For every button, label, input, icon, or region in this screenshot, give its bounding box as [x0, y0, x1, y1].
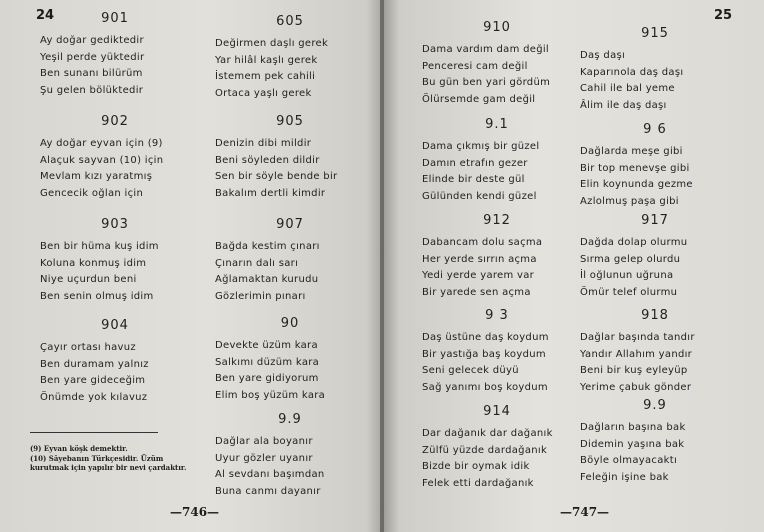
- poem-number: 901: [101, 11, 129, 26]
- poem-number: 605: [276, 14, 304, 29]
- verse-line: Sağ yanımı boş koydum: [422, 381, 548, 393]
- verse-line: Ortaca yaşlı gerek: [215, 87, 312, 99]
- verse-line: Salkımı düzüm kara: [215, 356, 320, 368]
- poem-903: [40, 217, 190, 305]
- verse-line: Mevlam kızı yaratmış: [40, 171, 153, 182]
- verse-line: Dağlar ala boyanır: [215, 436, 313, 447]
- verse-line: Alaçuk sayvan (10) için: [40, 154, 164, 166]
- poem-902: [40, 114, 190, 202]
- verse-line: Sırma gelep olurdu: [580, 253, 681, 265]
- verse-line: Çayır ortası havuz: [40, 342, 136, 353]
- footnote: (10) Sâyebanın Türkçesidir. Üzüm kurutmak için yapılır bir nevi çardaktır.: [30, 453, 187, 472]
- poem-910: [422, 20, 572, 108]
- verse-line: Buna canmı dayanır: [215, 485, 321, 497]
- poem-number: 9.9: [643, 398, 667, 413]
- verse-line: Azlolmuş paşa gibi: [580, 195, 679, 207]
- poem-number: 904: [101, 318, 129, 333]
- poem-917: [580, 213, 730, 301]
- poem-901: [40, 11, 190, 99]
- poem-907: [215, 217, 365, 305]
- poem-number: 905: [276, 114, 304, 129]
- verse-line: Değirmen daşlı gerek: [215, 38, 329, 49]
- verse-line: Ölürsemde gam değil: [422, 93, 536, 105]
- footnote-rule: [30, 432, 158, 433]
- poem-number: 912: [483, 213, 511, 228]
- verse-line: Dama vardım dam değil: [422, 44, 550, 55]
- verse-line: Dar dağanık dar dağanık: [422, 428, 553, 439]
- verse-line: Denizin dibi mildir: [215, 138, 312, 149]
- verse-line: Dağların başına bak: [580, 422, 686, 433]
- verse-line: Bir top menevşe gibi: [580, 162, 690, 174]
- verse-line: Damın etrafın gezer: [422, 157, 528, 169]
- poem-904: [40, 318, 190, 406]
- verse-line: Ay doğar eyvan için (9): [40, 138, 163, 149]
- poem-914: [422, 404, 572, 492]
- poem-number: 907: [276, 217, 304, 232]
- verse-line: Dağda dolap olurmu: [580, 237, 688, 248]
- verse-line: Âlim ile daş daşı: [580, 99, 667, 111]
- verse-line: Feleğin işine bak: [580, 471, 669, 483]
- poem-number: 90: [280, 316, 300, 331]
- page-folio: —746—: [170, 505, 220, 519]
- verse-line: Bir yarede sen açma: [422, 286, 531, 298]
- verse-line: Gencecik oğlan için: [40, 187, 144, 199]
- verse-line: Yandır Allahım yandır: [580, 348, 693, 360]
- page-folio: —747—: [560, 505, 610, 519]
- verse-line: Gülünden kendi güzel: [422, 190, 537, 202]
- poem-number: 9 6: [643, 122, 667, 137]
- verse-line: Daş daşı: [580, 50, 626, 61]
- page-number: 24: [36, 8, 55, 23]
- verse-line: Çınarın dalı sarı: [215, 257, 299, 269]
- poem-918: [580, 308, 730, 396]
- poem-number: 915: [641, 26, 669, 41]
- verse-line: Bağda kestim çınarı: [215, 241, 320, 252]
- verse-line: Koluna konmuş idim: [40, 257, 147, 269]
- verse-line: Penceresi cam değil: [422, 60, 528, 72]
- verse-line: Niye uçurdun beni: [40, 274, 137, 285]
- verse-line: Böyle olmayacaktı: [580, 455, 678, 466]
- poem-number: 914: [483, 404, 511, 419]
- poem-905: [215, 114, 365, 202]
- poem-913: [422, 308, 572, 396]
- verse-line: Elin koynunda gezme: [580, 179, 693, 190]
- poem-number: 9.9: [278, 412, 302, 427]
- verse-line: Dama çıkmış bir güzel: [422, 141, 540, 152]
- verse-line: Ağlamaktan kurudu: [215, 274, 319, 285]
- verse-line: Bu gün ben yari gördüm: [422, 77, 551, 88]
- poem-909: [215, 412, 365, 500]
- footnote: (9) Eyvan köşk demektir.: [30, 444, 128, 453]
- verse-line: Ay doğar gediktedir: [40, 35, 144, 46]
- verse-line: Elinde bir deste gül: [422, 174, 525, 185]
- poem-911: [422, 117, 572, 205]
- verse-line: Uyur gözler uyanır: [215, 452, 313, 464]
- right-page: [384, 0, 764, 532]
- verse-line: Cahil ile bal yeme: [580, 83, 675, 94]
- verse-line: Devekte üzüm kara: [215, 340, 318, 351]
- verse-line: Ben duramam yalnız: [40, 358, 149, 370]
- verse-line: Ben bir hüma kuş idim: [40, 241, 159, 252]
- verse-line: İstemem pek cahili: [215, 71, 316, 82]
- poem-90: [215, 316, 365, 404]
- verse-line: Ben sunanı bilürüm: [40, 68, 143, 79]
- verse-line: Yedi yerde yarem var: [422, 270, 535, 281]
- poem-919: [580, 398, 730, 486]
- poem-number: 903: [101, 217, 129, 232]
- verse-line: Dağlar başında tandır: [580, 332, 695, 343]
- verse-line: Kaparınola daş daşı: [580, 66, 684, 78]
- verse-line: Her yerde sırrın açma: [422, 253, 537, 265]
- verse-line: Ben yare gideceğim: [40, 375, 146, 386]
- verse-line: Bakalım dertli kimdir: [215, 187, 326, 199]
- verse-line: Beni bir kuş eyleyüp: [580, 365, 688, 376]
- poem-916: [580, 122, 730, 210]
- poem-number: 917: [641, 213, 669, 228]
- verse-line: Gözlerimin pınarı: [215, 290, 306, 302]
- verse-line: Yeşil perde yüktedir: [40, 51, 145, 63]
- verse-line: Ben yare gidiyorum: [215, 373, 319, 384]
- poem-number: 9 3: [485, 308, 509, 323]
- poem-number: 918: [641, 308, 669, 323]
- poem-number: 9.1: [485, 117, 509, 132]
- verse-line: Dağlarda meşe gibi: [580, 146, 683, 157]
- verse-line: Zülfü yüzde dardağanık: [422, 444, 548, 456]
- poem-605: [215, 14, 365, 102]
- poem-number: 910: [483, 20, 511, 35]
- verse-line: İl oğlunun uğruna: [580, 270, 674, 281]
- verse-line: Sen bir söyle bende bir: [215, 171, 338, 182]
- verse-line: Şu gelen bölüktedir: [40, 84, 144, 96]
- verse-line: Ben senin olmuş idim: [40, 290, 154, 302]
- page-number: 25: [714, 8, 733, 23]
- poem-915: [580, 26, 730, 114]
- verse-line: Elim boş yüzüm kara: [215, 389, 326, 401]
- poem-912: [422, 213, 572, 301]
- verse-line: Yerime çabuk gönder: [580, 381, 692, 393]
- verse-line: Dabancam dolu saçma: [422, 237, 543, 248]
- footnotes: [30, 444, 200, 473]
- verse-line: Didemin yaşına bak: [580, 438, 685, 450]
- verse-line: Bizde bir oymak idik: [422, 461, 530, 472]
- verse-line: Beni söyleden dildir: [215, 154, 320, 166]
- verse-line: Ömür telef olurmu: [580, 286, 678, 298]
- verse-line: Bir yastığa baş koydum: [422, 348, 546, 360]
- poem-number: 902: [101, 114, 129, 129]
- verse-line: Seni gelecek düyü: [422, 365, 519, 376]
- verse-line: Yar hilâl kaşlı gerek: [215, 54, 318, 66]
- verse-line: Önümde yok kılavuz: [40, 391, 148, 403]
- verse-line: Daş üstüne daş koydum: [422, 332, 549, 343]
- verse-line: Felek etti dardağanık: [422, 477, 534, 489]
- verse-line: Al sevdanı başımdan: [215, 469, 325, 480]
